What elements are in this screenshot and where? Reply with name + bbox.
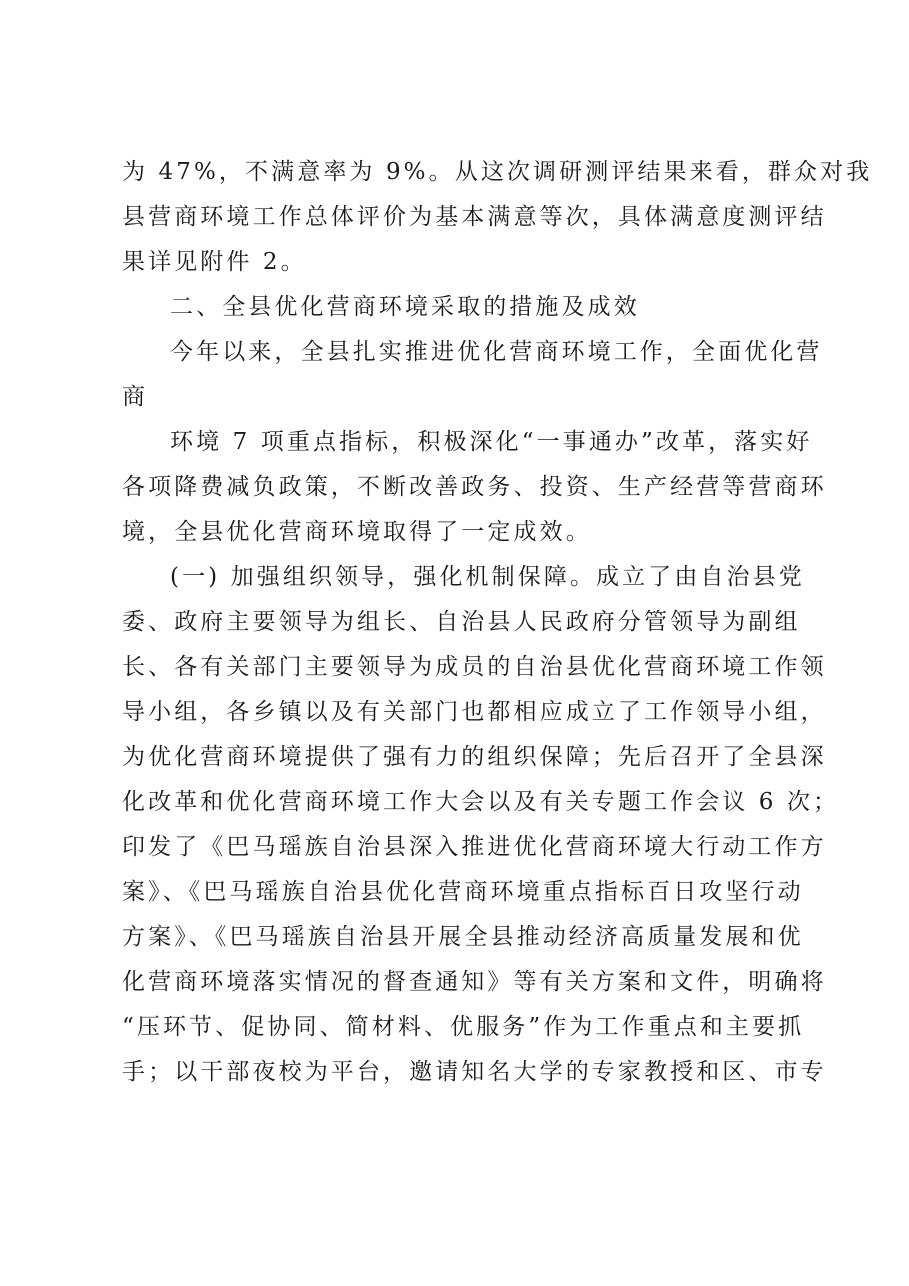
text-line: 方案》、《巴马瑶族自治县开展全县推动经济高质量发展和优 <box>122 924 804 950</box>
text-line: 化营商环境落实情况的督查通知》等有关方案和文件，明确将 <box>122 969 827 995</box>
text-line: 委、政府主要领导为组长、自治县人民政府分管领导为副组 <box>122 609 801 635</box>
text-line: 导小组，各乡镇以及有关部门也都相应成立了工作领导小组， <box>122 699 827 725</box>
text-line: 为 47%，不满意率为 9%。从这次调研测评结果来看，群众对我 <box>122 159 873 185</box>
subsection-lead-line: (一) 加强组织领导，强化机制保障。成立了由自治县党 <box>170 564 805 590</box>
text-line: 环境 7 项重点指标，积极深化“一事通办”改革，落实好 <box>170 429 813 455</box>
text-line: 案》、《巴马瑶族自治县优化营商环境重点指标百日攻坚行动 <box>122 879 804 905</box>
text-line: 今年以来，全县扎实推进优化营商环境工作，全面优化营 <box>170 339 823 365</box>
text-line: 果详见附件 2。 <box>122 249 307 275</box>
document-body <box>122 150 873 1095</box>
section-heading: 二、全县优化营商环境采取的措施及成效 <box>170 294 640 320</box>
text-line: 为优化营商环境提供了强有力的组织保障；先后召开了全县深 <box>122 744 827 770</box>
text-line: 手；以干部夜校为平台，邀请知名大学的专家教授和区、市专 <box>122 1059 827 1085</box>
text-line: 各项降费减负政策，不断改善政务、投资、生产经营等营商环 <box>122 474 827 500</box>
text-line: “压环节、促协同、简材料、优服务”作为工作重点和主要抓 <box>122 1014 805 1040</box>
text-line: 印发了《巴马瑶族自治县深入推进优化营商环境大行动工作方 <box>122 834 827 860</box>
text-line: 长、各有关部门主要领导为成员的自治县优化营商环境工作领 <box>122 654 827 680</box>
text-line: 境，全县优化营商环境取得了一定成效。 <box>122 519 592 545</box>
text-line: 县营商环境工作总体评价为基本满意等次，具体满意度测评结 <box>122 204 827 230</box>
text-line: 化改革和优化营商环境工作大会以及有关专题工作会议 6 次； <box>122 789 840 815</box>
text-line: 商 <box>122 384 149 410</box>
